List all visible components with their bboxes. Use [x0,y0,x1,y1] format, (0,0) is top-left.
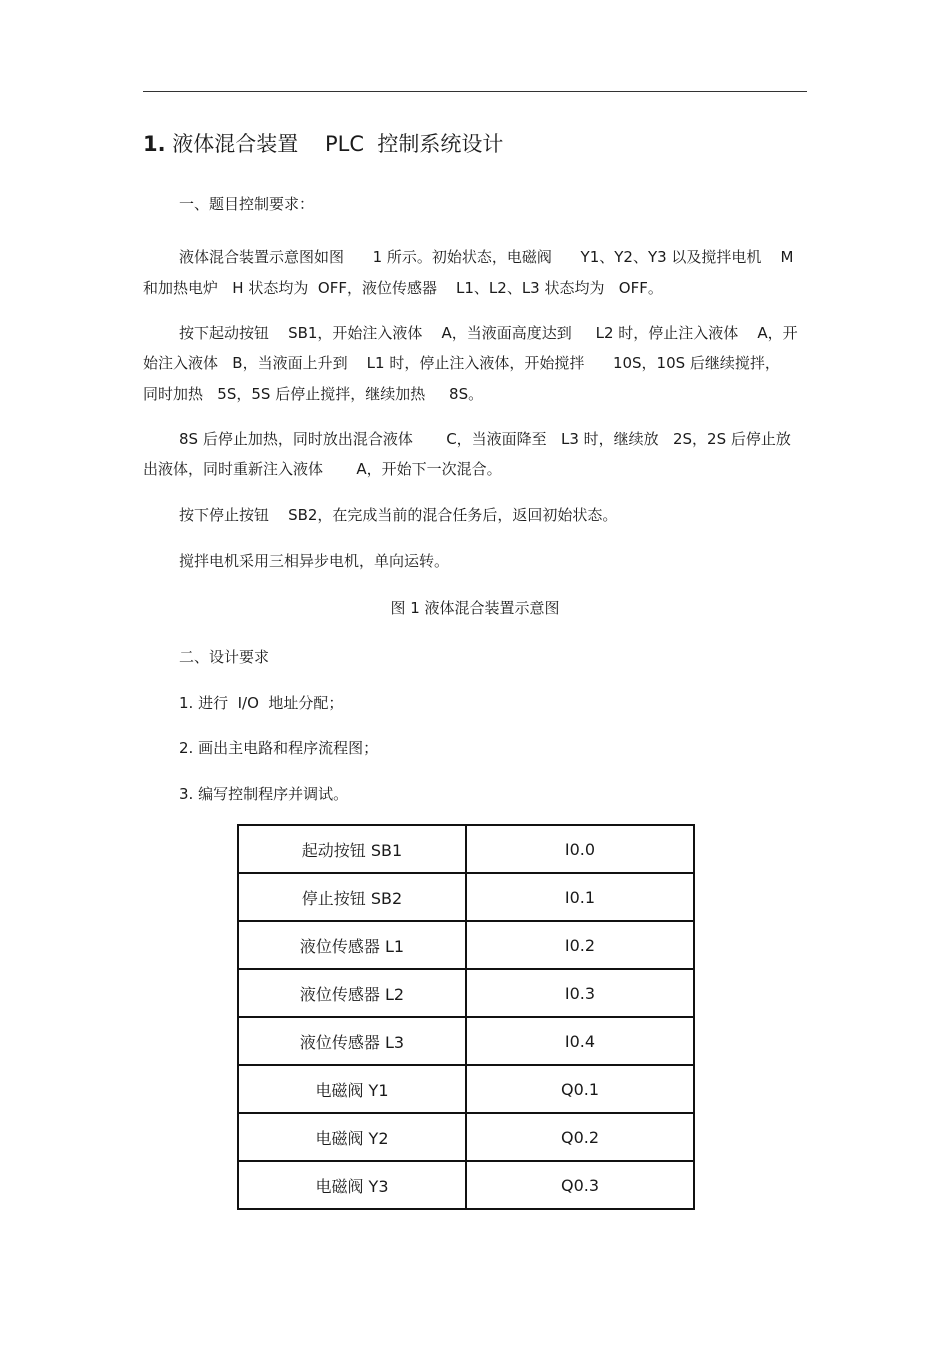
table-cell-device: 电磁阀 Y3 [238,1161,466,1209]
table-row [238,825,694,873]
design-item-3: 3. 编写控制程序并调试。 [179,785,349,803]
figure-caption: 图 1 液体混合装置示意图 [390,599,560,617]
table-cell-address: I0.4 [466,1017,694,1065]
table-row [238,1065,694,1113]
document-title [143,128,503,160]
table-cell-device: 起动按钮 SB1 [238,825,466,873]
title-number: 1. [143,132,166,156]
table-row [238,1113,694,1161]
table-cell-address: I0.1 [466,873,694,921]
title-text: 液体混合装置 PLC 控制系统设计 [172,132,504,156]
table-row [238,1017,694,1065]
paragraph-3-line-2: 出液体，同时重新注入液体 A，开始下一次混合。 [143,460,502,478]
table-row [238,1161,694,1209]
table-row [238,873,694,921]
design-item-2: 2. 画出主电路和程序流程图； [179,739,379,757]
table-cell-device: 电磁阀 Y2 [238,1113,466,1161]
paragraph-1-line-1: 液体混合装置示意图如图 1 所示。初始状态，电磁阀 Y1、Y2、Y3 以及搅拌电机 M [179,248,794,266]
table-cell-address: I0.0 [466,825,694,873]
table-cell-address: Q0.2 [466,1113,694,1161]
table-row [238,921,694,969]
table-cell-address: I0.3 [466,969,694,1017]
section1-heading: 一、题目控制要求： [179,195,315,213]
table-cell-device: 停止按钮 SB2 [238,873,466,921]
paragraph-1-line-2: 和加热电炉 H 状态均为 OFF，液位传感器 L1、L2、L3 状态均为 OFF。 [143,279,663,297]
table-cell-address: Q0.3 [466,1161,694,1209]
table-cell-device: 液位传感器 L3 [238,1017,466,1065]
paragraph-3-line-1: 8S 后停止加热，同时放出混合液体 C，当液面降至 L3 时，继续放 2S，2S 后停止放 [179,430,791,448]
paragraph-2-line-2: 始注入液体 B，当液面上升到 L1 时，停止注入液体，开始搅拌 10S，10S 后继续搅拌， [143,354,780,372]
table-cell-device: 液位传感器 L1 [238,921,466,969]
table-cell-address: Q0.1 [466,1065,694,1113]
paragraph-4: 按下停止按钮 SB2，在完成当前的混合任务后，返回初始状态。 [179,506,618,524]
paragraph-5: 搅拌电机采用三相异步电机，单向运转。 [179,552,450,570]
paragraph-2-line-3: 同时加热 5S，5S 后停止搅拌，继续加热 8S。 [143,385,484,403]
header-rule [143,91,807,92]
table-cell-device: 液位传感器 L2 [238,969,466,1017]
design-item-1: 1. 进行 I/O 地址分配； [179,694,344,712]
section2-heading: 二、设计要求 [179,648,270,666]
table-cell-device: 电磁阀 Y1 [238,1065,466,1113]
table-row [238,969,694,1017]
table-cell-address: I0.2 [466,921,694,969]
paragraph-2-line-1: 按下起动按钮 SB1，开始注入液体 A，当液面高度达到 L2 时，停止注入液体 A，开 [179,324,798,342]
io-address-table [237,824,695,1210]
